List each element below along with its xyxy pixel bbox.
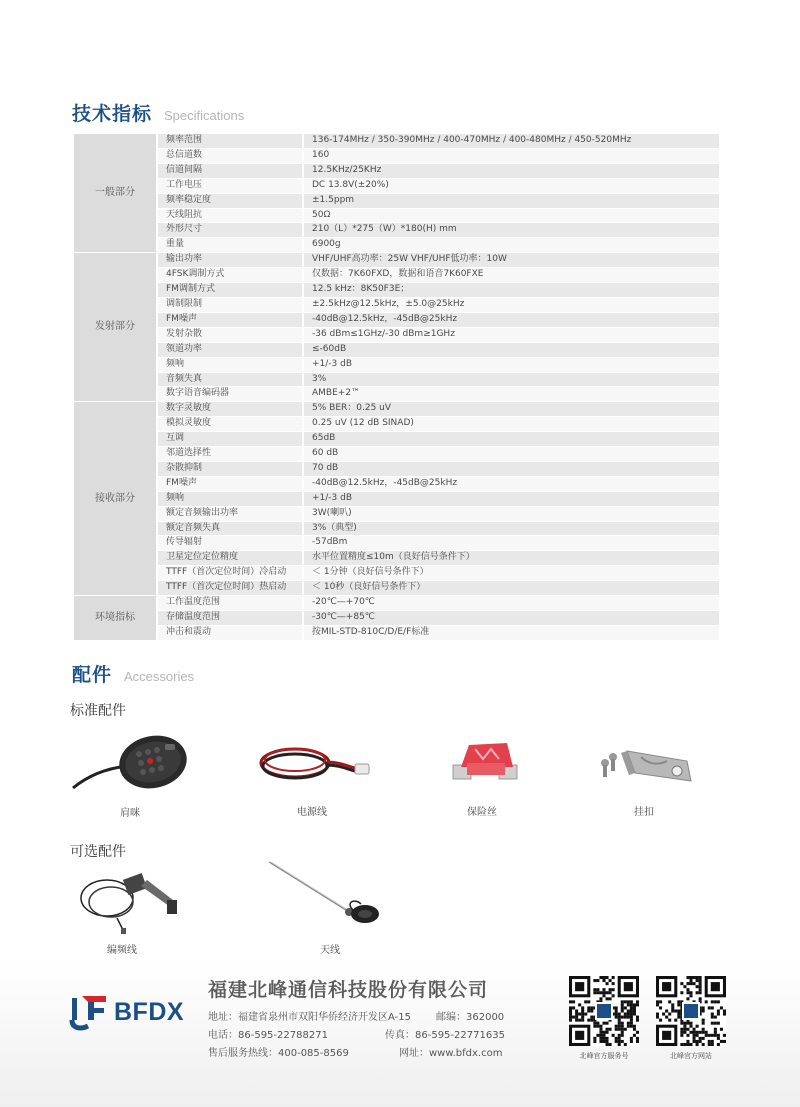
spec-key: TTFF（首次定位时间）冷启动	[158, 566, 304, 580]
spec-category: 接收部分	[74, 402, 158, 595]
spec-value: 210（L）*275（W）*180(H) mm	[304, 223, 719, 237]
spec-row	[74, 417, 719, 431]
optional-accessories-title: 可选配件	[70, 844, 126, 860]
spec-key: 领道功率	[158, 343, 304, 357]
spec-value: +1/-3 dB	[304, 492, 719, 506]
spec-value: 12.5KHz/25KHz	[304, 164, 719, 178]
spec-row	[74, 432, 719, 446]
spec-row	[74, 387, 719, 401]
company-name: 福建北峰通信科技股份有限公司	[208, 979, 489, 1001]
specs-heading-en: Specifications	[164, 108, 245, 123]
accessory-label: 编频线	[107, 945, 137, 956]
spec-key: 天线阻抗	[158, 209, 304, 223]
spec-key: 数字灵敏度	[158, 402, 304, 416]
spec-value: -36 dBm≤1GHz/-30 dBm≥1GHz	[304, 328, 719, 342]
spec-row	[74, 611, 719, 625]
accessory-power-cable	[242, 735, 382, 818]
spec-value: ±1.5ppm	[304, 194, 719, 208]
qr-caption-service: 北峰官方服务号	[579, 1052, 629, 1060]
spec-value: 60 dB	[304, 447, 719, 461]
spec-value: 3%	[304, 373, 719, 387]
spec-row	[74, 238, 719, 252]
spec-row	[74, 179, 719, 193]
brand-logo	[68, 992, 184, 1032]
bracket-image	[579, 735, 709, 797]
spec-row	[74, 268, 719, 282]
accessory-fuse	[412, 735, 552, 818]
spec-row	[74, 507, 719, 521]
spec-table	[74, 133, 719, 641]
fuse-image	[417, 735, 547, 797]
logo-text: BFDX	[114, 997, 185, 1026]
spec-row	[74, 626, 719, 640]
programming-cable-image	[57, 860, 187, 935]
hotline: 售后服务热线：400-085-8569	[208, 1048, 349, 1059]
spec-key: 卫星定位定位精度	[158, 551, 304, 565]
spec-value: ±2.5kHz@12.5kHz，±5.0@25kHz	[304, 298, 719, 312]
spec-row	[74, 194, 719, 208]
spec-key: 外形尺寸	[158, 223, 304, 237]
spec-value: DC 13.8V(±20%)	[304, 179, 719, 193]
spec-value: 160	[304, 149, 719, 163]
spec-value: ≤-60dB	[304, 343, 719, 357]
spec-key: 额定音频失真	[158, 522, 304, 536]
spec-key: FM噪声	[158, 313, 304, 327]
accessory-label: 电源线	[297, 807, 327, 818]
qr-code-website[interactable]	[656, 976, 726, 1050]
spec-key: 4FSK调制方式	[158, 268, 304, 282]
spec-value: 70 dB	[304, 462, 719, 476]
spec-key: TTFF（首次定位时间）热启动	[158, 581, 304, 595]
spec-key: 数字语音编码器	[158, 387, 304, 401]
spec-value: ＜ 10秒（良好信号条件下）	[304, 581, 719, 595]
spec-value: 65dB	[304, 432, 719, 446]
spec-key: 存储温度范围	[158, 611, 304, 625]
spec-row	[74, 164, 719, 178]
spec-row	[74, 343, 719, 357]
spec-value: 136-174MHz / 350-390MHz / 400-470MHz / 400-480MHz / 450-520MHz	[304, 134, 719, 148]
accessory-antenna	[260, 860, 400, 956]
spec-category: 环境指标	[74, 596, 158, 640]
spec-row	[74, 209, 719, 223]
spec-row	[74, 581, 719, 595]
spec-row	[74, 149, 719, 163]
fax: 传真：86-595-22771635	[385, 1030, 505, 1041]
spec-key: 输出功率	[158, 253, 304, 267]
accessory-label: 保险丝	[467, 807, 497, 818]
spec-value: 5% BER：0.25 uV	[304, 402, 719, 416]
spec-row	[74, 253, 719, 267]
accessories-heading	[72, 660, 194, 687]
spec-row	[74, 462, 719, 476]
spec-key: FM噪声	[158, 477, 304, 491]
spec-row	[74, 283, 719, 297]
spec-row	[74, 536, 719, 550]
spec-key: 频率范围	[158, 134, 304, 148]
spec-value: 6900g	[304, 238, 719, 252]
accessory-label: 挂扣	[634, 807, 654, 818]
spec-key: 发射杂散	[158, 328, 304, 342]
spec-value: +1/-3 dB	[304, 358, 719, 372]
spec-value: 3W(喇叭)	[304, 507, 719, 521]
address: 地址：福建省泉州市双阳华侨经济开发区A-15	[208, 1012, 411, 1023]
spec-key: 冲击和震动	[158, 626, 304, 640]
postcode: 邮编：362000	[436, 1012, 505, 1023]
spec-value: 3%（典型)	[304, 522, 719, 536]
qr-caption-website: 北峰官方网站	[670, 1052, 712, 1060]
accessory-programming-cable	[52, 860, 192, 956]
spec-row	[74, 596, 719, 610]
qr-code-service[interactable]	[569, 976, 639, 1050]
spec-row	[74, 313, 719, 327]
spec-row	[74, 477, 719, 491]
website[interactable]: 网址：www.bfdx.com	[399, 1048, 503, 1059]
accessories-heading-en: Accessories	[124, 669, 195, 684]
spec-key: 模拟灵敏度	[158, 417, 304, 431]
spec-key: 额定音频输出功率	[158, 507, 304, 521]
power-cable-image	[247, 735, 377, 797]
spec-value: 水平位置精度≤10m（良好信号条件下）	[304, 551, 719, 565]
spec-category: 一般部分	[74, 134, 158, 252]
spec-value: 按MIL-STD-810C/D/E/F标准	[304, 626, 719, 640]
spec-key: 频率稳定度	[158, 194, 304, 208]
spec-row	[74, 328, 719, 342]
spec-value: ＜ 1分钟（良好信号条件下）	[304, 566, 719, 580]
spec-value: -57dBm	[304, 536, 719, 550]
phone: 电话：86-595-22788271	[208, 1030, 328, 1041]
spec-value: AMBE+2™	[304, 387, 719, 401]
spec-value: VHF/UHF高功率：25W VHF/UHF低功率：10W	[304, 253, 719, 267]
spec-key: 频响	[158, 492, 304, 506]
spec-row	[74, 223, 719, 237]
spec-value: -30℃—+85℃	[304, 611, 719, 625]
spec-key: 总信道数	[158, 149, 304, 163]
spec-key: 重量	[158, 238, 304, 252]
accessory-shoulder-mic	[60, 730, 200, 819]
spec-key: 杂散抑制	[158, 462, 304, 476]
specs-heading	[72, 99, 244, 126]
spec-row	[74, 358, 719, 372]
spec-value: -20℃—+70℃	[304, 596, 719, 610]
spec-row	[74, 298, 719, 312]
spec-value: 仅数据：7K60FXD，数据和语音7K60FXE	[304, 268, 719, 282]
spec-row	[74, 522, 719, 536]
accessories-heading-zh: 配件	[72, 664, 113, 686]
spec-row	[74, 373, 719, 387]
specs-heading-zh: 技术指标	[72, 103, 153, 125]
spec-value: 50Ω	[304, 209, 719, 223]
spec-row	[74, 447, 719, 461]
spec-value: -40dB@12.5kHz，-45dB@25kHz	[304, 313, 719, 327]
spec-key: 信道间隔	[158, 164, 304, 178]
spec-row	[74, 551, 719, 565]
spec-key: 邻道选择性	[158, 447, 304, 461]
accessory-bracket	[574, 735, 714, 818]
antenna-image	[265, 860, 395, 935]
spec-row	[74, 566, 719, 580]
spec-key: 互调	[158, 432, 304, 446]
spec-key: FM调制方式	[158, 283, 304, 297]
spec-value: 0.25 uV (12 dB SINAD)	[304, 417, 719, 431]
spec-row	[74, 134, 719, 148]
accessory-label: 肩咪	[120, 808, 140, 819]
spec-key: 工作温度范围	[158, 596, 304, 610]
standard-accessories-title: 标准配件	[70, 703, 126, 719]
spec-value: 12.5 kHz：8K50F3E；	[304, 283, 719, 297]
spec-row	[74, 492, 719, 506]
spec-key: 频响	[158, 358, 304, 372]
accessory-label: 天线	[320, 945, 340, 956]
spec-key: 调制限制	[158, 298, 304, 312]
spec-key: 传导辐射	[158, 536, 304, 550]
spec-value: -40dB@12.5kHz，-45dB@25kHz	[304, 477, 719, 491]
bfdx-logo-icon	[68, 992, 108, 1032]
shoulder-mic-image	[65, 730, 195, 798]
qr-code-icon	[569, 976, 639, 1046]
spec-row	[74, 402, 719, 416]
spec-key: 工作电压	[158, 179, 304, 193]
spec-key: 音频失真	[158, 373, 304, 387]
spec-category: 发射部分	[74, 253, 158, 401]
qr-code-icon	[656, 976, 726, 1046]
